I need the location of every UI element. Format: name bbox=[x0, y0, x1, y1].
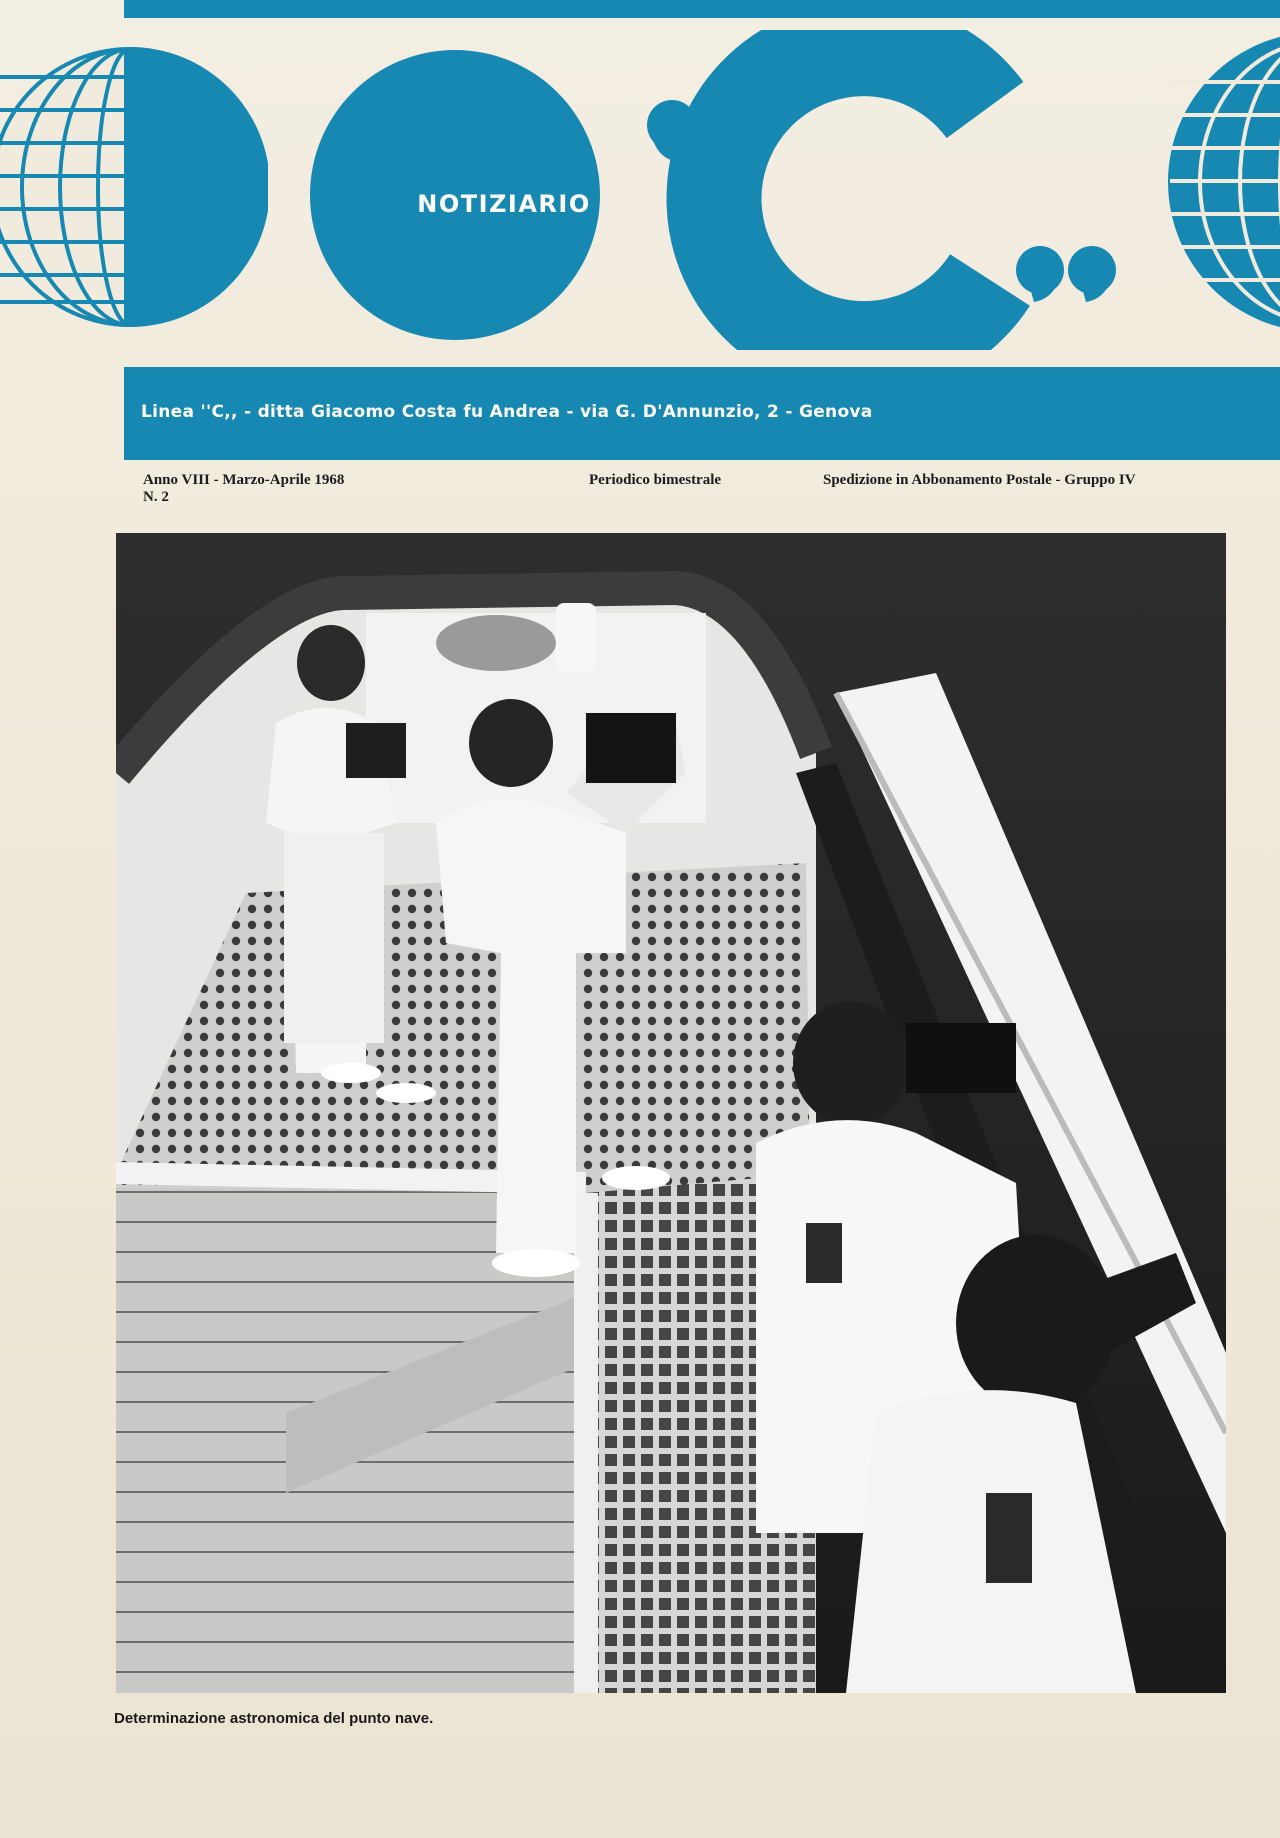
c-letter-logo bbox=[714, 49, 990, 349]
right-globe-icon bbox=[1168, 32, 1280, 332]
postal-info: Spedizione in Abbonamento Postale - Gruppo IV bbox=[823, 472, 1136, 488]
masthead-logo bbox=[0, 30, 1280, 350]
issue-info bbox=[143, 472, 344, 506]
photo-caption: Determinazione astronomica del punto nave. bbox=[114, 1710, 434, 1727]
section-label: NOTIZIARIO bbox=[417, 190, 591, 218]
left-globe-icon bbox=[0, 47, 270, 327]
issue-number: N. 2 bbox=[143, 489, 169, 505]
issue-year-date: Anno VIII - Marzo-Aprile 1968 bbox=[143, 472, 345, 488]
closing-quote-mark bbox=[1016, 246, 1116, 302]
periodicity: Periodico bimestrale bbox=[589, 472, 722, 488]
publisher-address: Linea ''C,, - ditta Giacomo Costa fu Andrea - via G. D'Annunzio, 2 - Genova bbox=[141, 402, 873, 422]
top-color-strip bbox=[124, 0, 1280, 18]
cover-photo bbox=[116, 533, 1226, 1693]
